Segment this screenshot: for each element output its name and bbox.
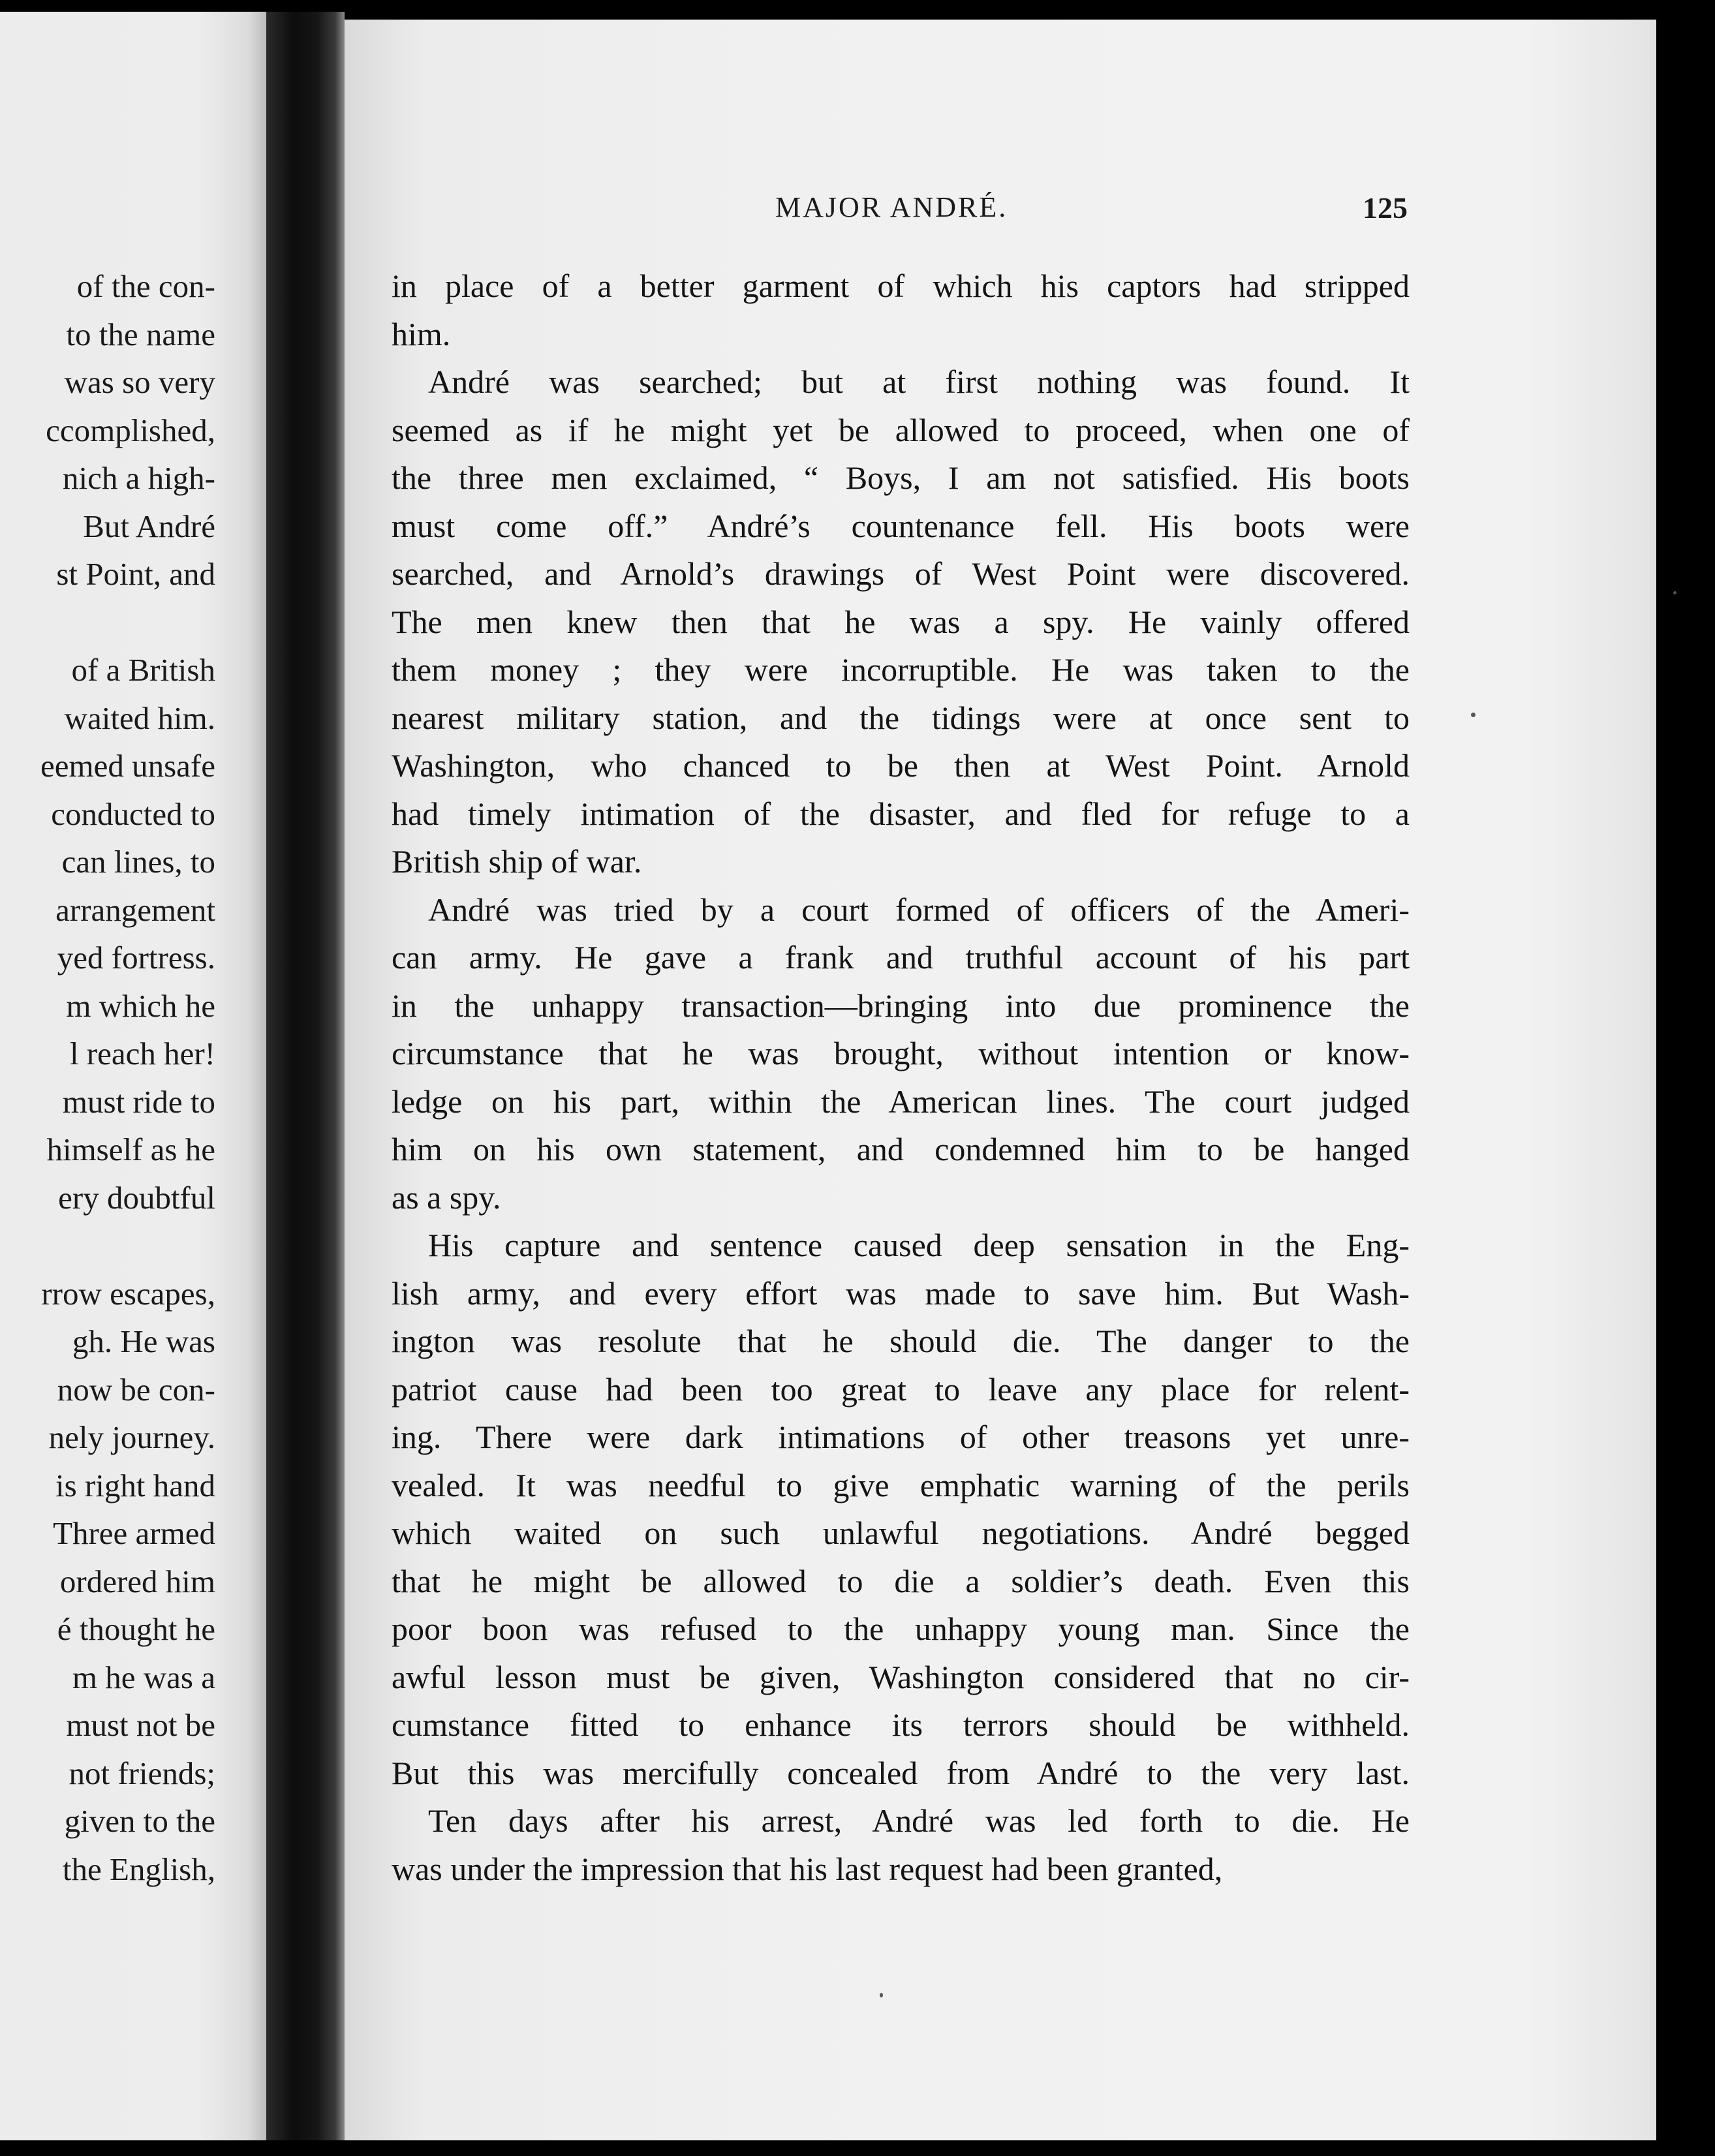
text-line: in the unhappy transaction—bringing into due prominence the xyxy=(392,987,1410,1024)
text-line: nearest military station, and the tidings were at once sent to xyxy=(392,699,1410,736)
facing-text-line: l reach her! xyxy=(69,1036,215,1071)
text-line: searched, and Arnold’s drawings of West Point were discovered. xyxy=(392,555,1410,592)
facing-text-line: is right hand xyxy=(55,1467,215,1503)
text-line: Washington, who chanced to be then at West Point. Arnold xyxy=(392,747,1410,784)
facing-text-line: ccomplished, xyxy=(46,412,215,448)
scan-speck xyxy=(880,1993,883,1997)
text-line: can army. He gave a frank and truthful account of his part xyxy=(392,939,1410,976)
text-line: seemed as if he might yet be allowed to proceed, when one of xyxy=(392,411,1410,448)
facing-text-line: not friends; xyxy=(69,1755,215,1791)
facing-page-left xyxy=(0,12,266,2140)
text-line: British ship of war. xyxy=(392,843,642,880)
facing-text-line: m he was a xyxy=(72,1659,215,1695)
scan-speck xyxy=(1673,591,1676,594)
page-number: 125 xyxy=(1363,191,1408,224)
book-gutter xyxy=(266,12,345,2140)
facing-text-line: must not be xyxy=(66,1707,215,1743)
facing-text-line: given to the xyxy=(64,1803,215,1839)
facing-text-line: to the name xyxy=(66,316,215,352)
facing-text-line: waited him. xyxy=(64,700,215,736)
text-line: patriot cause had been too great to leave any place for relent- xyxy=(392,1370,1410,1408)
facing-text-line: the English, xyxy=(62,1851,215,1887)
facing-text-line: nich a high- xyxy=(62,460,215,496)
text-line: Ten days after his arrest, André was led forth to die. He xyxy=(428,1802,1410,1839)
facing-text-line: gh. He was xyxy=(72,1323,215,1359)
page-body-text xyxy=(392,262,1410,1893)
facing-text-line: rrow escapes, xyxy=(41,1275,215,1312)
facing-text-line: was so very xyxy=(64,364,215,400)
facing-text-line: é thought he xyxy=(57,1611,215,1647)
text-line: But this was mercifully concealed from André to the very last. xyxy=(392,1754,1410,1791)
text-line: cumstance fitted to enhance its terrors should be withheld. xyxy=(392,1706,1410,1743)
text-line: lish army, and every effort was made to save him. But Wash- xyxy=(392,1274,1410,1312)
scan-speck xyxy=(1471,713,1476,717)
facing-text-line: of a British xyxy=(71,652,215,688)
text-line: André was searched; but at first nothing was found. It xyxy=(428,363,1410,400)
text-line: awful lesson must be given, Washington considered that no cir- xyxy=(392,1658,1410,1695)
text-line: The men knew then that he was a spy. He vainly offered xyxy=(392,603,1410,640)
running-head: MAJOR ANDRÉ. xyxy=(775,191,1008,223)
facing-text-line: st Point, and xyxy=(56,556,215,592)
facing-text-line: now be con- xyxy=(57,1371,215,1408)
text-line: in place of a better garment of which his captors had stripped xyxy=(392,268,1410,304)
facing-text-line: But André xyxy=(83,508,215,544)
text-line: which waited on such unlawful negotiations. André begged xyxy=(392,1515,1410,1551)
text-line: had timely intimation of the disaster, and fled for refuge to a xyxy=(392,795,1410,832)
facing-text-line: ordered him xyxy=(59,1563,215,1599)
facing-text-line: himself as he xyxy=(46,1132,215,1167)
text-line: was under the impression that his last request had been granted, xyxy=(392,1850,1223,1887)
text-line: the three men exclaimed, “ Boys, I am not satisfied. His boots xyxy=(392,459,1410,496)
facing-text-line: nely journey. xyxy=(48,1419,215,1455)
text-line: circumstance that he was brought, without intention or know- xyxy=(392,1035,1410,1071)
text-line: them money ; they were incorruptible. He was taken to the xyxy=(392,651,1410,688)
facing-text-line: of the con- xyxy=(76,268,215,304)
facing-text-line: must ride to xyxy=(62,1083,215,1120)
text-line: ing. There were dark intimations of other treasons yet unre- xyxy=(392,1419,1410,1455)
facing-text-line: arrangement xyxy=(55,891,215,928)
facing-text-line: m which he xyxy=(66,987,215,1024)
facing-text-line: conducted to xyxy=(51,795,215,832)
facing-text-line: Three armed xyxy=(53,1515,215,1551)
text-line: him. xyxy=(392,315,451,352)
facing-text-line: ery doubtful xyxy=(58,1179,215,1216)
facing-text-line: can lines, to xyxy=(61,844,215,880)
text-line: ledge on his part, within the American lines. The court judged xyxy=(392,1083,1410,1120)
text-line: that he might be allowed to die a soldier’s death. Even this xyxy=(392,1562,1410,1599)
text-line: as a spy. xyxy=(392,1178,501,1216)
text-line: must come off.” André’s countenance fell. His boots were xyxy=(392,507,1410,544)
text-line: His capture and sentence caused deep sensation in the Eng- xyxy=(428,1227,1410,1263)
text-line: André was tried by a court formed of officers of the Ameri- xyxy=(428,891,1410,928)
facing-text-line: eemed unsafe xyxy=(40,748,215,784)
text-line: vealed. It was needful to give emphatic warning of the perils xyxy=(392,1466,1410,1503)
text-line: him on his own statement, and condemned him to be hanged xyxy=(392,1131,1410,1167)
text-line: ington was resolute that he should die. The danger to the xyxy=(392,1323,1410,1359)
text-line: poor boon was refused to the unhappy young man. Since the xyxy=(392,1610,1410,1647)
facing-text-line: yed fortress. xyxy=(57,940,215,976)
